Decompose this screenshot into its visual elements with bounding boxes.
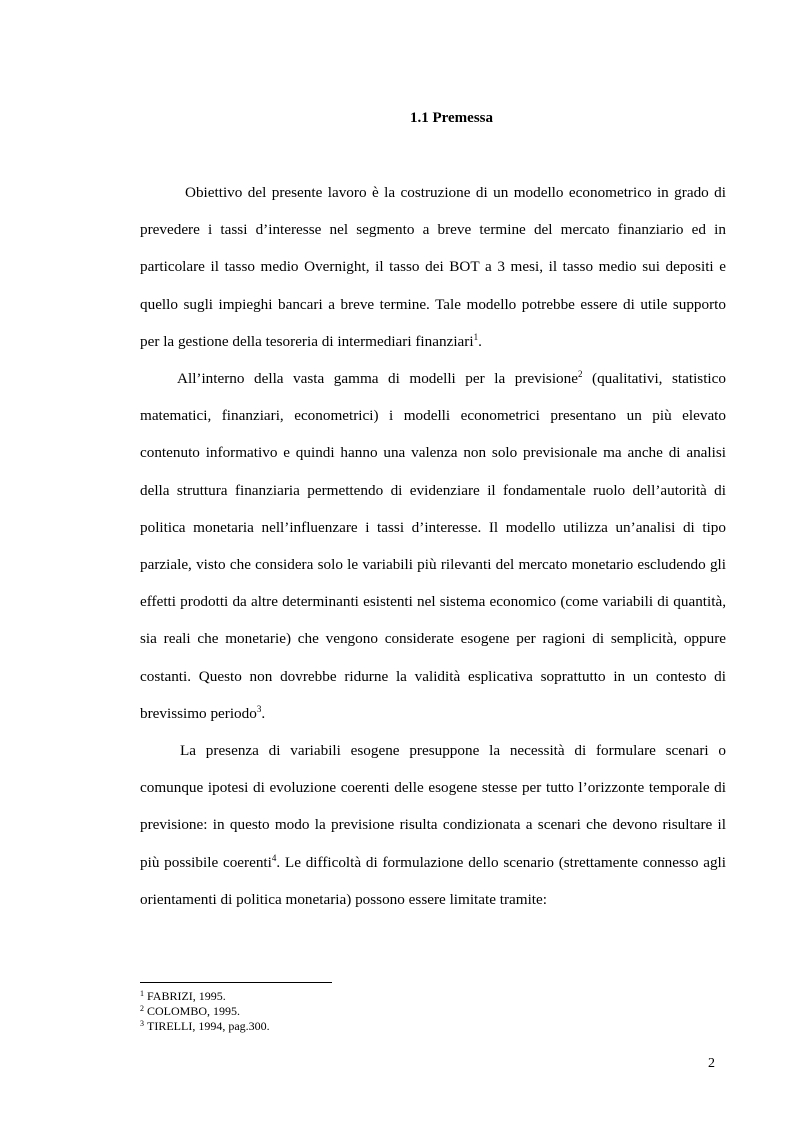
paragraph-2-tail: . (261, 704, 266, 722)
footnote-1-text: FABRIZI, 1995. (147, 989, 226, 1003)
paragraph-2-text-a: All’interno della vasta gamma di modelli per la previsione (177, 370, 578, 388)
footnote-ref-3: 3 (256, 703, 262, 714)
paragraph-3 (140, 732, 726, 918)
paragraph-3-text-b: . Le difficoltà di formulazione dello scenario (strettamente connesso agli orientamenti di politica monetaria) possono essere limitate tramite: (140, 853, 726, 908)
footnote-3-number: 3 (140, 1019, 144, 1028)
section-heading: 1.1 Premessa (409, 110, 494, 126)
paragraph-2 (140, 360, 726, 732)
body-text (140, 174, 726, 918)
footnote-2-number: 2 (140, 1004, 144, 1013)
footnote-1 (140, 989, 270, 1004)
paragraph-1 (140, 174, 726, 360)
page-number: 2 (708, 1056, 715, 1071)
paragraph-2-text-b: (qualitativi, statistico matematici, finanziari, econometrici) i modelli econometrici presentano un più elevato contenuto informativo e quindi hanno una valenza non solo previsionale ma anche di analisi della struttura finanziaria permettendo di evidenziare il fondamentale ruolo dell’autorità di politica monetaria nell’influenzare i tassi d’interesse. Il modello utilizza un’analisi di tipo parziale, visto che considera solo le variabili più rilevanti del mercato monetario escludendo gli effetti prodotti da altre determinanti esistenti nel sistema economico (come variabili di quantità, sia reali che monetarie) che vengono considerate esogene per ragioni di semplicità, oppure costanti. Questo non dovrebbe ridurne la validità esplicativa soprattutto in un contesto di brevissimo periodo (140, 370, 726, 722)
footnotes (140, 989, 270, 1034)
footnote-1-number: 1 (140, 989, 144, 998)
paragraph-3-text-a: La presenza di variabili esogene presuppone la necessità di formulare scenari o comunque ipotesi di evoluzione coerenti delle esogene stesse per tutto l’orizzonte temporale di previsione: in questo modo la previsione risulta condizionata a scenari che devono risultare il più possibile coerenti (140, 742, 726, 871)
paragraph-1-tail: . (478, 332, 482, 350)
footnote-separator (140, 982, 332, 983)
footnote-ref-2: 2 (578, 369, 583, 380)
footnote-3 (140, 1019, 270, 1034)
footnote-3-text: TIRELLI, 1994, pag.300. (147, 1019, 270, 1033)
footnote-ref-4: 4 (271, 852, 277, 863)
paragraph-1-text: Obiettivo del presente lavoro è la costruzione di un modello econometrico in grado di prevedere i tassi d’interesse nel segmento a breve termine del mercato finanziario ed in particolare il tasso medio Overnight, il tasso dei BOT a 3 mesi, il tasso medio sui depositi e quello sugli impieghi bancari a breve termine. Tale modello potrebbe essere di utile supporto per la gestione della tesoreria di intermediari finanziari (140, 184, 726, 350)
footnote-2-text: COLOMBO, 1995. (147, 1004, 241, 1018)
footnote-2 (140, 1004, 270, 1019)
footnote-ref-1: 1 (473, 331, 479, 342)
